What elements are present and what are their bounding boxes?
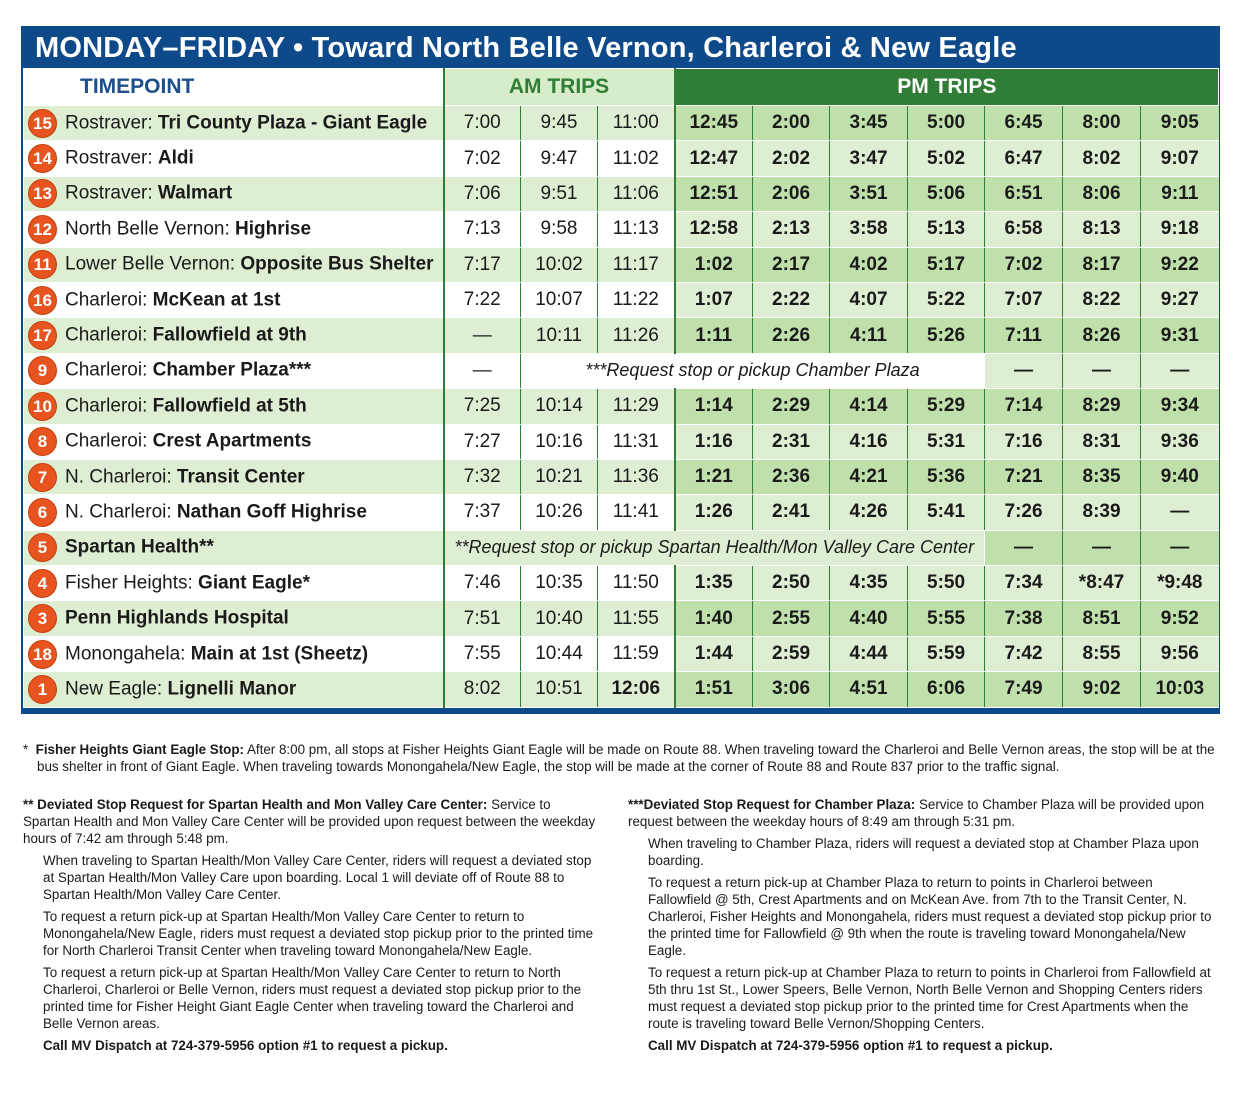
pm-time: 4:16 [830, 424, 908, 459]
pm-time: — [1141, 353, 1219, 388]
am-time: 11:59 [598, 636, 675, 671]
pm-time: 2:59 [753, 636, 830, 671]
pm-time: 8:26 [1063, 318, 1141, 353]
am-time: — [444, 318, 521, 353]
pm-time: 5:06 [908, 176, 985, 211]
stop-name: Opposite Bus Shelter [240, 253, 434, 275]
pm-time: 5:50 [908, 566, 985, 601]
stop-number-badge: 14 [28, 144, 57, 173]
timepoint-row [24, 566, 1219, 601]
pm-time: 7:16 [985, 424, 1063, 459]
pm-time: 7:38 [985, 601, 1063, 636]
pm-time: 4:26 [830, 495, 908, 530]
stop-number-badge: 7 [28, 463, 57, 492]
timepoint-cell [24, 318, 444, 353]
pm-time: *9:48 [1141, 566, 1219, 601]
pm-time: 2:26 [753, 318, 830, 353]
am-time: 11:36 [598, 459, 675, 494]
am-time: 10:14 [521, 389, 598, 424]
timepoint-row [24, 389, 1219, 424]
header-row [24, 69, 1219, 106]
am-trips-header: AM TRIPS [444, 69, 675, 106]
timepoint-row [24, 424, 1219, 459]
timepoint-row [24, 459, 1219, 494]
am-time: 7:22 [444, 282, 521, 317]
pm-time: *8:47 [1063, 566, 1141, 601]
pm-time: — [1063, 530, 1141, 565]
pm-time: 7:26 [985, 495, 1063, 530]
footnote-fisher-text: After 8:00 pm, all stops at Fisher Heights Giant Eagle will be made on Route 88. When traveling toward the Charleroi and Belle Vernon areas, the stop will be at the bus shelter in front of Giant Eagle. When traveling towards Monongahela/New Eagle, the stop will be made at the corner of Route 88 and Route 837 prior to the traffic signal. [37, 742, 1215, 774]
am-time: 10:51 [521, 672, 598, 707]
footnote-chamber-call: Call MV Dispatch at 724-379-5956 option #1 to request a pickup. [648, 1038, 1053, 1053]
footnote-spartan-label: Deviated Stop Request for Spartan Health and Mon Valley Care Center: [37, 797, 488, 812]
pm-time: 12:58 [675, 212, 753, 247]
stop-place: N. Charleroi: [65, 501, 177, 523]
footnote-chamber-label: Deviated Stop Request for Chamber Plaza: [643, 797, 916, 812]
stop-number-badge: 9 [28, 356, 57, 385]
pm-time: — [1141, 495, 1219, 530]
timepoint-row [24, 282, 1219, 317]
pm-time: 5:59 [908, 636, 985, 671]
stop-number-badge: 11 [28, 250, 57, 279]
pm-time: 2:29 [753, 389, 830, 424]
stop-place: Lower Belle Vernon: [65, 253, 241, 275]
pm-time: 7:07 [985, 282, 1063, 317]
timepoint-cell [24, 141, 444, 176]
pm-time: 2:00 [753, 106, 830, 141]
stop-number-badge: 17 [28, 321, 57, 350]
am-time: 9:58 [521, 212, 598, 247]
pm-trips-header: PM TRIPS [675, 69, 1219, 106]
pm-time: 5:29 [908, 389, 985, 424]
timepoint-cell [24, 247, 444, 282]
footnote-chamber: ***Deviated Stop Request for Chamber Plaza: Service to Chamber Plaza will be provided upon request between the weekday hours of 8:49 am through 5:31 pm. When traveling to Chamber Plaza, riders will request a deviated stop at Chamber Plaza upon boarding. To request a return pick-up at Chamber Plaza to return to points in Charleroi between Fallowfield @ 5th, Crest Apartments and on McKean Ave. from 7th to the Transit Center, N. Charleroi, Fisher Heights and Monongahela, riders must request a deviated stop pickup prior to the printed time for Fallowfield @ 9th when the route is traveling toward Monongahela/New Eagle. To request a return pick-up at Chamber Plaza to return to points in Charleroi from Fallowfield at 5th thru 1st St., Lower Speers, Belle Vernon, North Belle Vernon and Shopping Centers riders must request a deviated stop pickup prior to the printed time for Crest Apartments when the route is traveling toward Belle Vernon/Shopping Centers. Call MV Dispatch at 724-379-5956 option #1 to request a pickup. [628, 796, 1218, 1059]
am-time: 7:25 [444, 389, 521, 424]
am-time: 9:51 [521, 176, 598, 211]
pm-time: 2:55 [753, 601, 830, 636]
pm-time: 9:40 [1141, 459, 1219, 494]
am-time: — [444, 353, 521, 388]
footnote-chamber-p2: When traveling to Chamber Plaza, riders will request a deviated stop at Chamber Plaza upon boarding. [648, 836, 1199, 868]
pm-time: 9:34 [1141, 389, 1219, 424]
pm-time: 2:22 [753, 282, 830, 317]
pm-time: 9:02 [1063, 672, 1141, 707]
am-time: 10:26 [521, 495, 598, 530]
timepoint-cell [24, 530, 444, 565]
schedule-table [23, 68, 1219, 708]
pm-time: 8:00 [1063, 106, 1141, 141]
pm-time: 7:49 [985, 672, 1063, 707]
pm-time: 9:36 [1141, 424, 1219, 459]
pm-time: 9:11 [1141, 176, 1219, 211]
timepoint-cell [24, 106, 444, 141]
pm-time: 2:06 [753, 176, 830, 211]
stop-place: New Eagle: [65, 678, 168, 700]
pm-time: 1:11 [675, 318, 753, 353]
timepoint-cell [24, 459, 444, 494]
schedule-title: MONDAY–FRIDAY • Toward North Belle Vernon, Charleroi & New Eagle [35, 32, 1017, 64]
pm-time: 2:41 [753, 495, 830, 530]
pm-time: 8:31 [1063, 424, 1141, 459]
stop-name: Main at 1st (Sheetz) [190, 643, 369, 665]
stop-number-badge: 1 [28, 675, 57, 704]
pm-time: — [985, 530, 1063, 565]
stop-place: Charleroi: [65, 359, 153, 381]
footnote-chamber-p4: To request a return pick-up at Chamber Plaza to return to points in Charleroi from Fallowfield at 5th thru 1st St., Lower Speers, Belle Vernon, North Belle Vernon and Shopping Centers riders must request a deviated stop pickup prior to the printed time for Crest Apartments when the route is traveling toward Belle Vernon/Shopping Centers. [648, 965, 1211, 1031]
pm-time: 9:52 [1141, 601, 1219, 636]
pm-time: 2:31 [753, 424, 830, 459]
footnote-spartan-p4: To request a return pick-up at Spartan Health/Mon Valley Care Center to return to North Charleroi, Charleroi or Belle Vernon, riders must request a deviated stop pickup prior to the printed time for Fisher Height Giant Eagle Center when traveling toward the Charleroi and Belle Vernon areas. [43, 965, 582, 1031]
am-time: 10:11 [521, 318, 598, 353]
am-time: 11:02 [598, 141, 675, 176]
pm-time: 2:17 [753, 247, 830, 282]
footnote-spartan-call: Call MV Dispatch at 724-379-5956 option #1 to request a pickup. [43, 1038, 448, 1053]
stop-number-badge: 8 [28, 427, 57, 456]
timepoint-row [24, 530, 1219, 565]
timepoint-row [24, 318, 1219, 353]
pm-time: 8:55 [1063, 636, 1141, 671]
stop-place: Monongahela: [65, 643, 191, 665]
stop-name: Transit Center [176, 466, 305, 488]
pm-time: 7:34 [985, 566, 1063, 601]
footnote-spartan-p1: Service to Spartan Health and Mon Valley Care Center will be provided upon request between the weekday hours of 7:42 am through 5:48 pm. [23, 797, 596, 846]
am-time: 10:16 [521, 424, 598, 459]
stop-place: Charleroi: [65, 289, 153, 311]
timepoint-cell [24, 424, 444, 459]
pm-time: 9:18 [1141, 212, 1219, 247]
pm-time: 3:58 [830, 212, 908, 247]
am-time: 10:40 [521, 601, 598, 636]
pm-time: 4:07 [830, 282, 908, 317]
stop-place: Charleroi: [65, 430, 153, 452]
pm-time: 2:36 [753, 459, 830, 494]
pm-time: 4:51 [830, 672, 908, 707]
pm-time: 4:40 [830, 601, 908, 636]
am-time: 7:51 [444, 601, 521, 636]
timepoint-row [24, 106, 1219, 141]
stop-number-badge: 16 [28, 286, 57, 315]
stop-name: Penn Highlands Hospital [65, 607, 289, 629]
stop-number-badge: 4 [28, 569, 57, 598]
am-time: 11:26 [598, 318, 675, 353]
pm-time: 8:22 [1063, 282, 1141, 317]
timepoint-row [24, 212, 1219, 247]
pm-time: 8:39 [1063, 495, 1141, 530]
am-time: 12:06 [598, 672, 675, 707]
pm-time: 5:31 [908, 424, 985, 459]
pm-time: 1:02 [675, 247, 753, 282]
pm-time: 8:35 [1063, 459, 1141, 494]
am-time: 11:00 [598, 106, 675, 141]
pm-time: 1:21 [675, 459, 753, 494]
timepoint-cell [24, 672, 444, 707]
am-time: 9:47 [521, 141, 598, 176]
stop-name: Aldi [157, 147, 194, 169]
pm-time: 1:35 [675, 566, 753, 601]
stop-name: Lignelli Manor [167, 678, 297, 700]
pm-time: 4:11 [830, 318, 908, 353]
am-time: 7:13 [444, 212, 521, 247]
am-time: 11:17 [598, 247, 675, 282]
pm-time: 8:51 [1063, 601, 1141, 636]
pm-time: 9:05 [1141, 106, 1219, 141]
am-time: 9:45 [521, 106, 598, 141]
pm-time: 1:07 [675, 282, 753, 317]
pm-time: 12:47 [675, 141, 753, 176]
pm-time: 7:11 [985, 318, 1063, 353]
request-stop-note: ***Request stop or pickup Chamber Plaza [521, 353, 985, 388]
am-time: 10:02 [521, 247, 598, 282]
pm-time: 5:17 [908, 247, 985, 282]
am-time: 7:17 [444, 247, 521, 282]
pm-time: 3:06 [753, 672, 830, 707]
timepoint-cell [24, 353, 444, 388]
pm-time: 1:14 [675, 389, 753, 424]
am-time: 7:37 [444, 495, 521, 530]
stop-name: Giant Eagle* [198, 572, 310, 594]
timepoint-cell [24, 389, 444, 424]
pm-time: 8:13 [1063, 212, 1141, 247]
pm-time: 1:44 [675, 636, 753, 671]
pm-time: 3:51 [830, 176, 908, 211]
am-time: 10:21 [521, 459, 598, 494]
timepoint-cell [24, 566, 444, 601]
pm-time: 9:22 [1141, 247, 1219, 282]
am-time: 11:29 [598, 389, 675, 424]
stop-place: Rostraver: [65, 112, 158, 134]
pm-time: 6:45 [985, 106, 1063, 141]
timepoint-row [24, 601, 1219, 636]
pm-time: 6:06 [908, 672, 985, 707]
pm-time: 7:21 [985, 459, 1063, 494]
pm-time: 4:02 [830, 247, 908, 282]
pm-time: 7:02 [985, 247, 1063, 282]
am-time: 11:41 [598, 495, 675, 530]
timepoint-cell [24, 282, 444, 317]
timepoint-cell [24, 495, 444, 530]
am-time: 7:32 [444, 459, 521, 494]
pm-time: 8:29 [1063, 389, 1141, 424]
pm-time: 5:55 [908, 601, 985, 636]
stop-name: McKean at 1st [152, 289, 281, 311]
pm-time: 12:45 [675, 106, 753, 141]
stop-number-badge: 13 [28, 179, 57, 208]
pm-time: 5:26 [908, 318, 985, 353]
timepoint-row [24, 353, 1219, 388]
am-time: 10:35 [521, 566, 598, 601]
pm-time: 8:17 [1063, 247, 1141, 282]
pm-time: 9:56 [1141, 636, 1219, 671]
stop-name: Chamber Plaza*** [152, 359, 312, 381]
stop-place: Fisher Heights: [65, 572, 199, 594]
pm-time: 3:47 [830, 141, 908, 176]
stop-name: Walmart [157, 182, 233, 204]
stop-name: Nathan Goff Highrise [176, 501, 367, 523]
pm-time: 1:16 [675, 424, 753, 459]
pm-time: 5:22 [908, 282, 985, 317]
pm-time: 2:02 [753, 141, 830, 176]
footnote-chamber-p3: To request a return pick-up at Chamber Plaza to return to points in Charleroi between Fallowfield @ 5th, Crest Apartments and on McKean Ave. from 7th to the Transit Center, N. Charleroi, Fisher Heights and Monongahela, riders must request a deviated stop pickup prior to the printed time for Fallowfield @ 9th when the route is traveling toward Monongahela/New Eagle. [648, 875, 1212, 958]
footnote-spartan: ** Deviated Stop Request for Spartan Health and Mon Valley Care Center: Service to Spartan Health and Mon Valley Care Center will be provided upon request between the weekday hours of 7:42 am through 5:48 pm. When traveling to Spartan Health/Mon Valley Care Center, riders will request a deviated stop at Spartan Health/Mon Valley Care upon boarding. Local 1 will deviate off of Route 88 to Spartan Health/Mon Valley Care Center. To request a return pick-up at Spartan Health/Mon Valley Care Center to return to Monongahela/New Eagle, riders must request a deviated stop pickup prior to the printed time for North Charleroi Transit Center when traveling toward Monongahela/New Eagle. To request a return pick-up at Spartan Health/Mon Valley Care Center to return to North Charleroi, Charleroi or Belle Vernon, riders must request a deviated stop pickup prior to the printed time for Fisher Height Giant Eagle Center when traveling toward the Charleroi and Belle Vernon areas. Call MV Dispatch at 724-379-5956 option #1 to request a pickup. [23, 796, 601, 1059]
pm-time: 4:21 [830, 459, 908, 494]
pm-time: — [1141, 530, 1219, 565]
timepoint-row [24, 495, 1219, 530]
stop-number-badge: 6 [28, 498, 57, 527]
am-time: 11:55 [598, 601, 675, 636]
pm-time: — [1063, 353, 1141, 388]
timepoint-row [24, 672, 1219, 707]
pm-time: 1:40 [675, 601, 753, 636]
pm-time: 3:45 [830, 106, 908, 141]
stop-name: Highrise [235, 218, 312, 240]
timepoint-row [24, 636, 1219, 671]
pm-time: 4:44 [830, 636, 908, 671]
stop-name: Spartan Health** [65, 536, 214, 558]
timepoint-header: TIMEPOINT [24, 69, 444, 106]
pm-time: 4:14 [830, 389, 908, 424]
stop-place: Charleroi: [65, 395, 153, 417]
footnote-fisher-label: Fisher Heights Giant Eagle Stop: [35, 742, 244, 757]
pm-time: 7:42 [985, 636, 1063, 671]
schedule-frame [21, 26, 1220, 714]
schedule-body [24, 106, 1219, 708]
timepoint-row [24, 176, 1219, 211]
pm-time: 1:26 [675, 495, 753, 530]
stop-number-badge: 15 [28, 109, 57, 138]
am-time: 7:00 [444, 106, 521, 141]
am-time: 7:02 [444, 141, 521, 176]
footnote-fisher: * Fisher Heights Giant Eagle Stop: After 8:00 pm, all stops at Fisher Heights Giant Eagle will be made on Route 88. When traveling toward the Charleroi and Belle Vernon areas, the stop will be at the bus shelter in front of Giant Eagle. When traveling towards Monongahela/New Eagle, the stop will be made at the corner of Route 88 and Route 837 prior to the traffic signal. [23, 742, 1215, 774]
pm-time: 5:00 [908, 106, 985, 141]
timepoint-cell [24, 212, 444, 247]
pm-time: 5:13 [908, 212, 985, 247]
pm-time: — [985, 353, 1063, 388]
pm-time: 5:02 [908, 141, 985, 176]
am-time: 7:46 [444, 566, 521, 601]
footnote-chamber-p1: Service to Chamber Plaza will be provided upon request between the weekday hours of 8:49 am through 5:31 pm. [628, 797, 1205, 829]
pm-time: 2:50 [753, 566, 830, 601]
pm-time: 9:31 [1141, 318, 1219, 353]
stop-place: North Belle Vernon: [65, 218, 236, 240]
am-time: 11:31 [598, 424, 675, 459]
pm-time: 6:58 [985, 212, 1063, 247]
am-time: 7:06 [444, 176, 521, 211]
stop-name: Fallowfield at 9th [152, 324, 307, 346]
timepoint-cell [24, 176, 444, 211]
pm-time: 4:35 [830, 566, 908, 601]
am-time: 11:22 [598, 282, 675, 317]
pm-time: 7:14 [985, 389, 1063, 424]
timepoint-cell [24, 601, 444, 636]
stop-number-badge: 5 [28, 533, 57, 562]
pm-time: 8:02 [1063, 141, 1141, 176]
am-time: 7:55 [444, 636, 521, 671]
pm-time: 8:06 [1063, 176, 1141, 211]
stop-place: N. Charleroi: [65, 466, 177, 488]
pm-time: 10:03 [1141, 672, 1219, 707]
pm-time: 12:51 [675, 176, 753, 211]
stop-number-badge: 12 [28, 215, 57, 244]
am-time: 11:06 [598, 176, 675, 211]
pm-time: 9:27 [1141, 282, 1219, 317]
timepoint-cell [24, 636, 444, 671]
pm-time: 5:36 [908, 459, 985, 494]
stop-name: Tri County Plaza - Giant Eagle [157, 112, 428, 134]
stop-number-badge: 18 [28, 640, 57, 669]
am-time: 7:27 [444, 424, 521, 459]
timepoint-row [24, 247, 1219, 282]
pm-time: 5:41 [908, 495, 985, 530]
am-time: 11:13 [598, 212, 675, 247]
am-time: 8:02 [444, 672, 521, 707]
timepoint-row [24, 141, 1219, 176]
pm-time: 6:51 [985, 176, 1063, 211]
stop-name: Crest Apartments [152, 430, 312, 452]
am-time: 11:50 [598, 566, 675, 601]
pm-time: 1:51 [675, 672, 753, 707]
stop-place: Charleroi: [65, 324, 153, 346]
footnote-spartan-p2: When traveling to Spartan Health/Mon Valley Care Center, riders will request a deviated stop at Spartan Health/Mon Valley Care upon boarding. Local 1 will deviate off of Route 88 to Spartan Health/Mon Valley Care Center. [43, 853, 592, 902]
am-time: 10:07 [521, 282, 598, 317]
stop-name: Fallowfield at 5th [152, 395, 307, 417]
stop-place: Rostraver: [65, 182, 158, 204]
footnote-spartan-p3: To request a return pick-up at Spartan Health/Mon Valley Care Center to return to Monongahela/New Eagle, riders must request a deviated stop pickup prior to the printed time for North Charleroi Transit Center when traveling toward Monongahela/New Eagle. [43, 909, 594, 958]
pm-time: 9:07 [1141, 141, 1219, 176]
stop-number-badge: 3 [28, 604, 57, 633]
am-time: 10:44 [521, 636, 598, 671]
stop-place: Rostraver: [65, 147, 158, 169]
pm-time: 6:47 [985, 141, 1063, 176]
pm-time: 2:13 [753, 212, 830, 247]
stop-number-badge: 10 [28, 392, 57, 421]
request-stop-note: **Request stop or pickup Spartan Health/Mon Valley Care Center [444, 530, 985, 565]
